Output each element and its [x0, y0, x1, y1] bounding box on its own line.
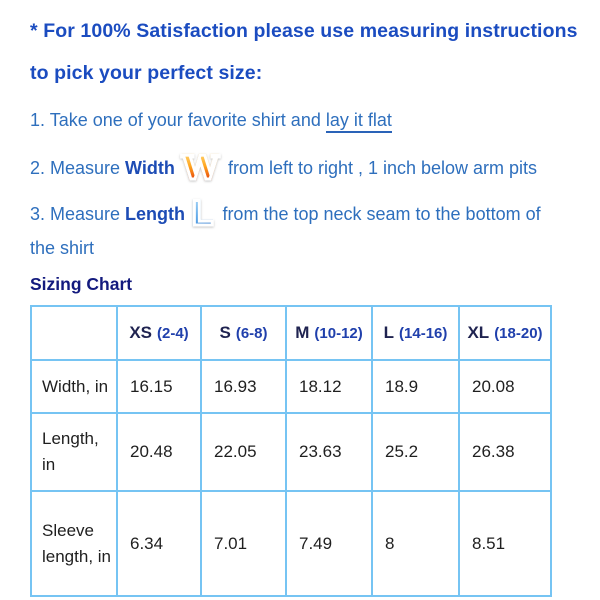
intro-line-1: * For 100% Satisfaction please use measuring instructions	[30, 20, 578, 42]
length-xs-value: 20.48	[117, 413, 201, 491]
size-label: M	[295, 323, 310, 342]
table-row-width	[31, 360, 551, 413]
size-range: (18-20)	[494, 325, 543, 342]
sizing-chart-title: Sizing Chart	[30, 274, 133, 294]
length-m-value: 23.63	[286, 413, 372, 491]
table-row-length	[31, 413, 551, 491]
sleeve-xs-value: 6.34	[117, 491, 201, 596]
step-2-keyword: Width	[125, 158, 175, 178]
step-3-text: 3. Measure	[30, 204, 126, 224]
step-3-text-line2: the shirt	[30, 238, 95, 258]
length-s-value: 22.05	[201, 413, 286, 491]
sleeve-s-value: 7.01	[201, 491, 286, 596]
header-cell-s	[201, 306, 286, 360]
length-l-value: 25.2	[372, 413, 459, 491]
size-label: XS	[129, 323, 152, 342]
letter-w-icon: W	[181, 148, 219, 187]
width-m-value: 18.12	[286, 360, 372, 413]
intro-line-2: to pick your perfect size:	[30, 62, 263, 84]
header-cell-xl	[459, 306, 551, 360]
instruction-step-3-wrap	[30, 236, 580, 260]
row-label-width: Width, in	[31, 360, 117, 413]
size-label: S	[219, 323, 231, 342]
size-label: XL	[467, 323, 490, 342]
intro-heading	[30, 10, 580, 94]
step-1-text: 1. Take one of your favorite shirt and	[30, 110, 326, 130]
size-label: L	[383, 323, 395, 342]
size-range: (6-8)	[235, 325, 268, 342]
table-row-sleeve-length	[31, 491, 551, 596]
sleeve-m-value: 7.49	[286, 491, 372, 596]
sleeve-l-value: 8	[372, 491, 459, 596]
step-3-text-after: from the top neck seam to the bottom of	[222, 204, 541, 224]
step-3-keyword: Length	[125, 204, 186, 224]
letter-l-icon: L	[192, 194, 214, 233]
row-label-length: Length, in	[31, 413, 117, 491]
instruction-step-2	[30, 148, 580, 188]
length-xl-value: 26.38	[459, 413, 551, 491]
step-1-underlined-text: lay it flat	[326, 110, 392, 133]
row-label-sleeve-length: Sleeve length, in	[31, 491, 117, 596]
step-2-text: 2. Measure	[30, 158, 126, 178]
header-cell-l	[372, 306, 459, 360]
header-cell-xs	[117, 306, 201, 360]
width-xl-value: 20.08	[459, 360, 551, 413]
sleeve-xl-value: 8.51	[459, 491, 551, 596]
header-cell-m	[286, 306, 372, 360]
instruction-step-1	[30, 108, 580, 132]
width-xs-value: 16.15	[117, 360, 201, 413]
size-range: (2-4)	[157, 325, 189, 342]
corner-cell	[31, 306, 117, 360]
width-s-value: 16.93	[201, 360, 286, 413]
width-l-value: 18.9	[372, 360, 459, 413]
table-header-row	[31, 306, 551, 360]
size-range: (14-16)	[399, 325, 448, 342]
step-2-text-after: from left to right , 1 inch below arm pits	[227, 158, 538, 178]
size-range: (10-12)	[314, 325, 363, 342]
instruction-step-3	[30, 194, 580, 234]
sizing-chart-table	[30, 305, 552, 597]
